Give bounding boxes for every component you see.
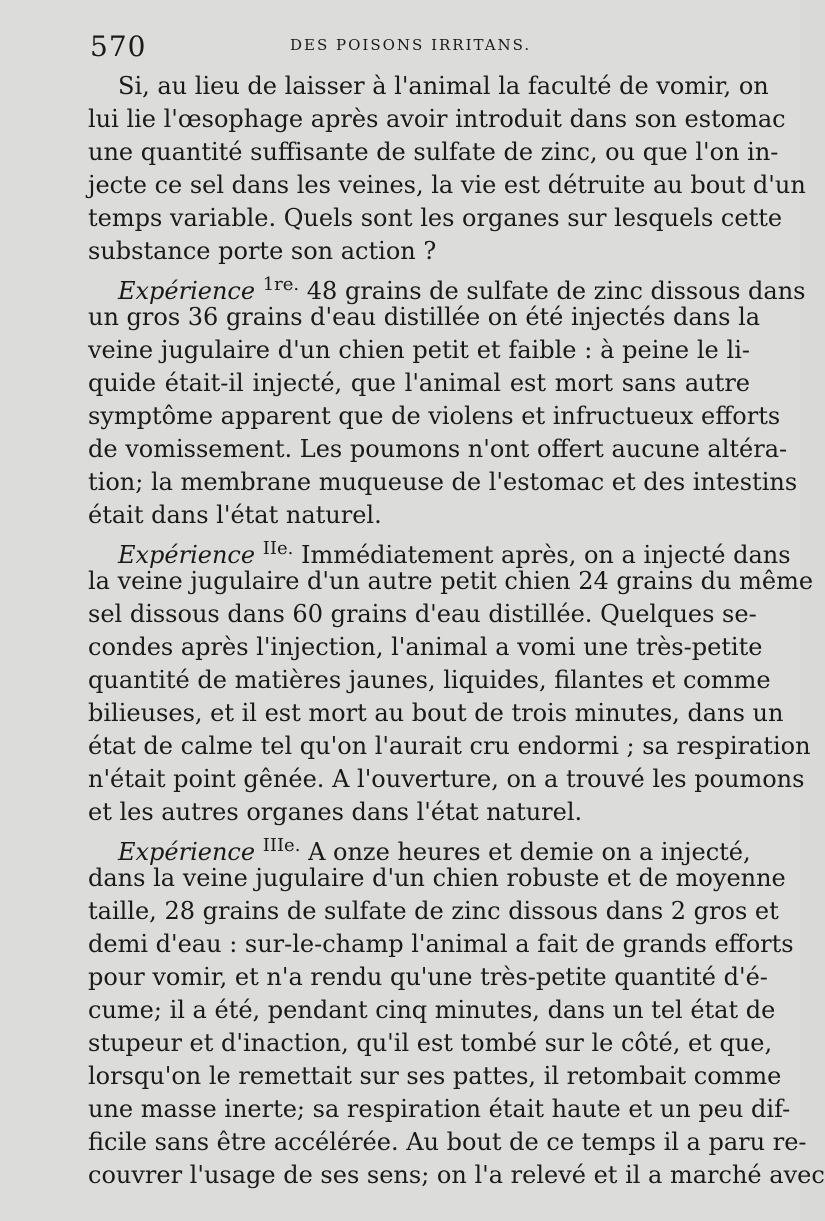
line-text: une masse inerte; sa respiration était haute et un peu dif- [88, 1095, 791, 1123]
text-line [88, 70, 769, 103]
line-text: stupeur et d'inaction, qu'il est tombé sur le côté, et que, [88, 1029, 773, 1057]
text-line [88, 202, 783, 235]
body-text [88, 70, 825, 1192]
text-line [88, 235, 750, 268]
page-header [0, 26, 800, 66]
line-text: jecte ce sel dans les veines, la vie est détruite au bout d'un [88, 171, 806, 199]
experience-number: IIIe. [262, 835, 301, 856]
text-line [88, 400, 781, 433]
text-line [88, 1027, 773, 1060]
text-line [88, 664, 771, 697]
text-line [88, 928, 794, 961]
text-line [88, 763, 805, 796]
text-line [88, 466, 798, 499]
text-line [88, 796, 750, 829]
line-text: de vomissement. Les poumons n'ont offert aucune altéra- [88, 435, 788, 463]
experience-number: IIe. [262, 538, 294, 559]
text-line [88, 532, 791, 569]
line-text: Si, au lieu de laisser à l'animal la faculté de vomir, on [118, 72, 769, 100]
line-text: bilieuses, et il est mort au bout de trois minutes, dans un [88, 699, 784, 727]
text-line [88, 730, 811, 763]
line-text: 48 grains de sulfate de zinc dissous dans [299, 277, 806, 305]
line-text: un gros 36 grains d'eau distillée on été injectés dans la [88, 303, 761, 331]
text-line [88, 301, 761, 334]
text-line [88, 499, 750, 532]
text-line [88, 1093, 791, 1126]
text-line [88, 136, 779, 169]
text-line [88, 565, 814, 598]
line-text: cume; il a été, pendant cinq minutes, dans un tel état de [88, 996, 776, 1024]
line-text: condes après l'injection, l'animal a vomi une très-petite [88, 633, 763, 661]
line-text: substance porte son action ? [88, 237, 437, 265]
page-number: 570 [90, 30, 147, 63]
experience-heading: Expérience [118, 838, 256, 866]
text-line [88, 631, 763, 664]
line-text: et les autres organes dans l'état naturel. [88, 798, 583, 826]
text-line [88, 1159, 825, 1192]
text-line [88, 268, 806, 305]
line-text: veine jugulaire d'un chien petit et faible : à peine le li- [88, 336, 750, 364]
line-text: quantité de matières jaunes, liquides, filantes et comme [88, 666, 771, 694]
line-text: tion; la membrane muqueuse de l'estomac et des intestins [88, 468, 798, 496]
line-text: couvrer l'usage de ses sens; on l'a relevé et il a marché avec [88, 1161, 825, 1189]
text-line [88, 1060, 782, 1093]
text-line [88, 961, 768, 994]
line-text: taille, 28 grains de sulfate de zinc dissous dans 2 gros et [88, 897, 779, 925]
text-line [88, 169, 806, 202]
experience-heading: Expérience [118, 541, 256, 569]
text-line [88, 862, 786, 895]
experience-heading: Expérience [118, 277, 256, 305]
line-text: A onze heures et demie on a injecté, [300, 838, 751, 866]
line-text: ficile sans être accélérée. Au bout de ce temps il a paru re- [88, 1128, 807, 1156]
line-text: symptôme apparent que de violens et infructueux efforts [88, 402, 781, 430]
line-text: lorsqu'on le remettait sur ses pattes, il retombait comme [88, 1062, 782, 1090]
text-line [88, 1126, 807, 1159]
text-line [88, 103, 786, 136]
line-text: quide était-il injecté, que l'animal est mort sans autre [88, 369, 750, 397]
line-text: la veine jugulaire d'un autre petit chien 24 grains du même [88, 567, 814, 595]
line-text: temps variable. Quels sont les organes sur lesquels cette [88, 204, 783, 232]
line-text: demi d'eau : sur-le-champ l'animal a fait de grands efforts [88, 930, 794, 958]
text-line [88, 994, 776, 1027]
running-title: DES POISONS IRRITANS. [290, 36, 532, 54]
line-text: lui lie l'œsophage après avoir introduit dans son estomac [88, 105, 786, 133]
line-text: une quantité suffisante de sulfate de zinc, ou que l'on in- [88, 138, 779, 166]
line-text: pour vomir, et n'a rendu qu'une très-petite quantité d'é- [88, 963, 768, 991]
text-line [88, 895, 779, 928]
line-text: n'était point gênée. A l'ouverture, on a trouvé les poumons [88, 765, 805, 793]
text-line [88, 697, 784, 730]
text-line [88, 598, 757, 631]
line-text: était dans l'état naturel. [88, 501, 382, 529]
text-line [88, 367, 750, 400]
text-line [88, 433, 788, 466]
text-line [88, 829, 751, 866]
line-text: état de calme tel qu'on l'aurait cru endormi ; sa respiration [88, 732, 811, 760]
line-text: dans la veine jugulaire d'un chien robuste et de moyenne [88, 864, 786, 892]
line-text: Immédiatement après, on a injecté dans [293, 541, 791, 569]
text-line [88, 334, 750, 367]
line-text: sel dissous dans 60 grains d'eau distillée. Quelques se- [88, 600, 757, 628]
experience-number: 1re. [262, 274, 300, 295]
